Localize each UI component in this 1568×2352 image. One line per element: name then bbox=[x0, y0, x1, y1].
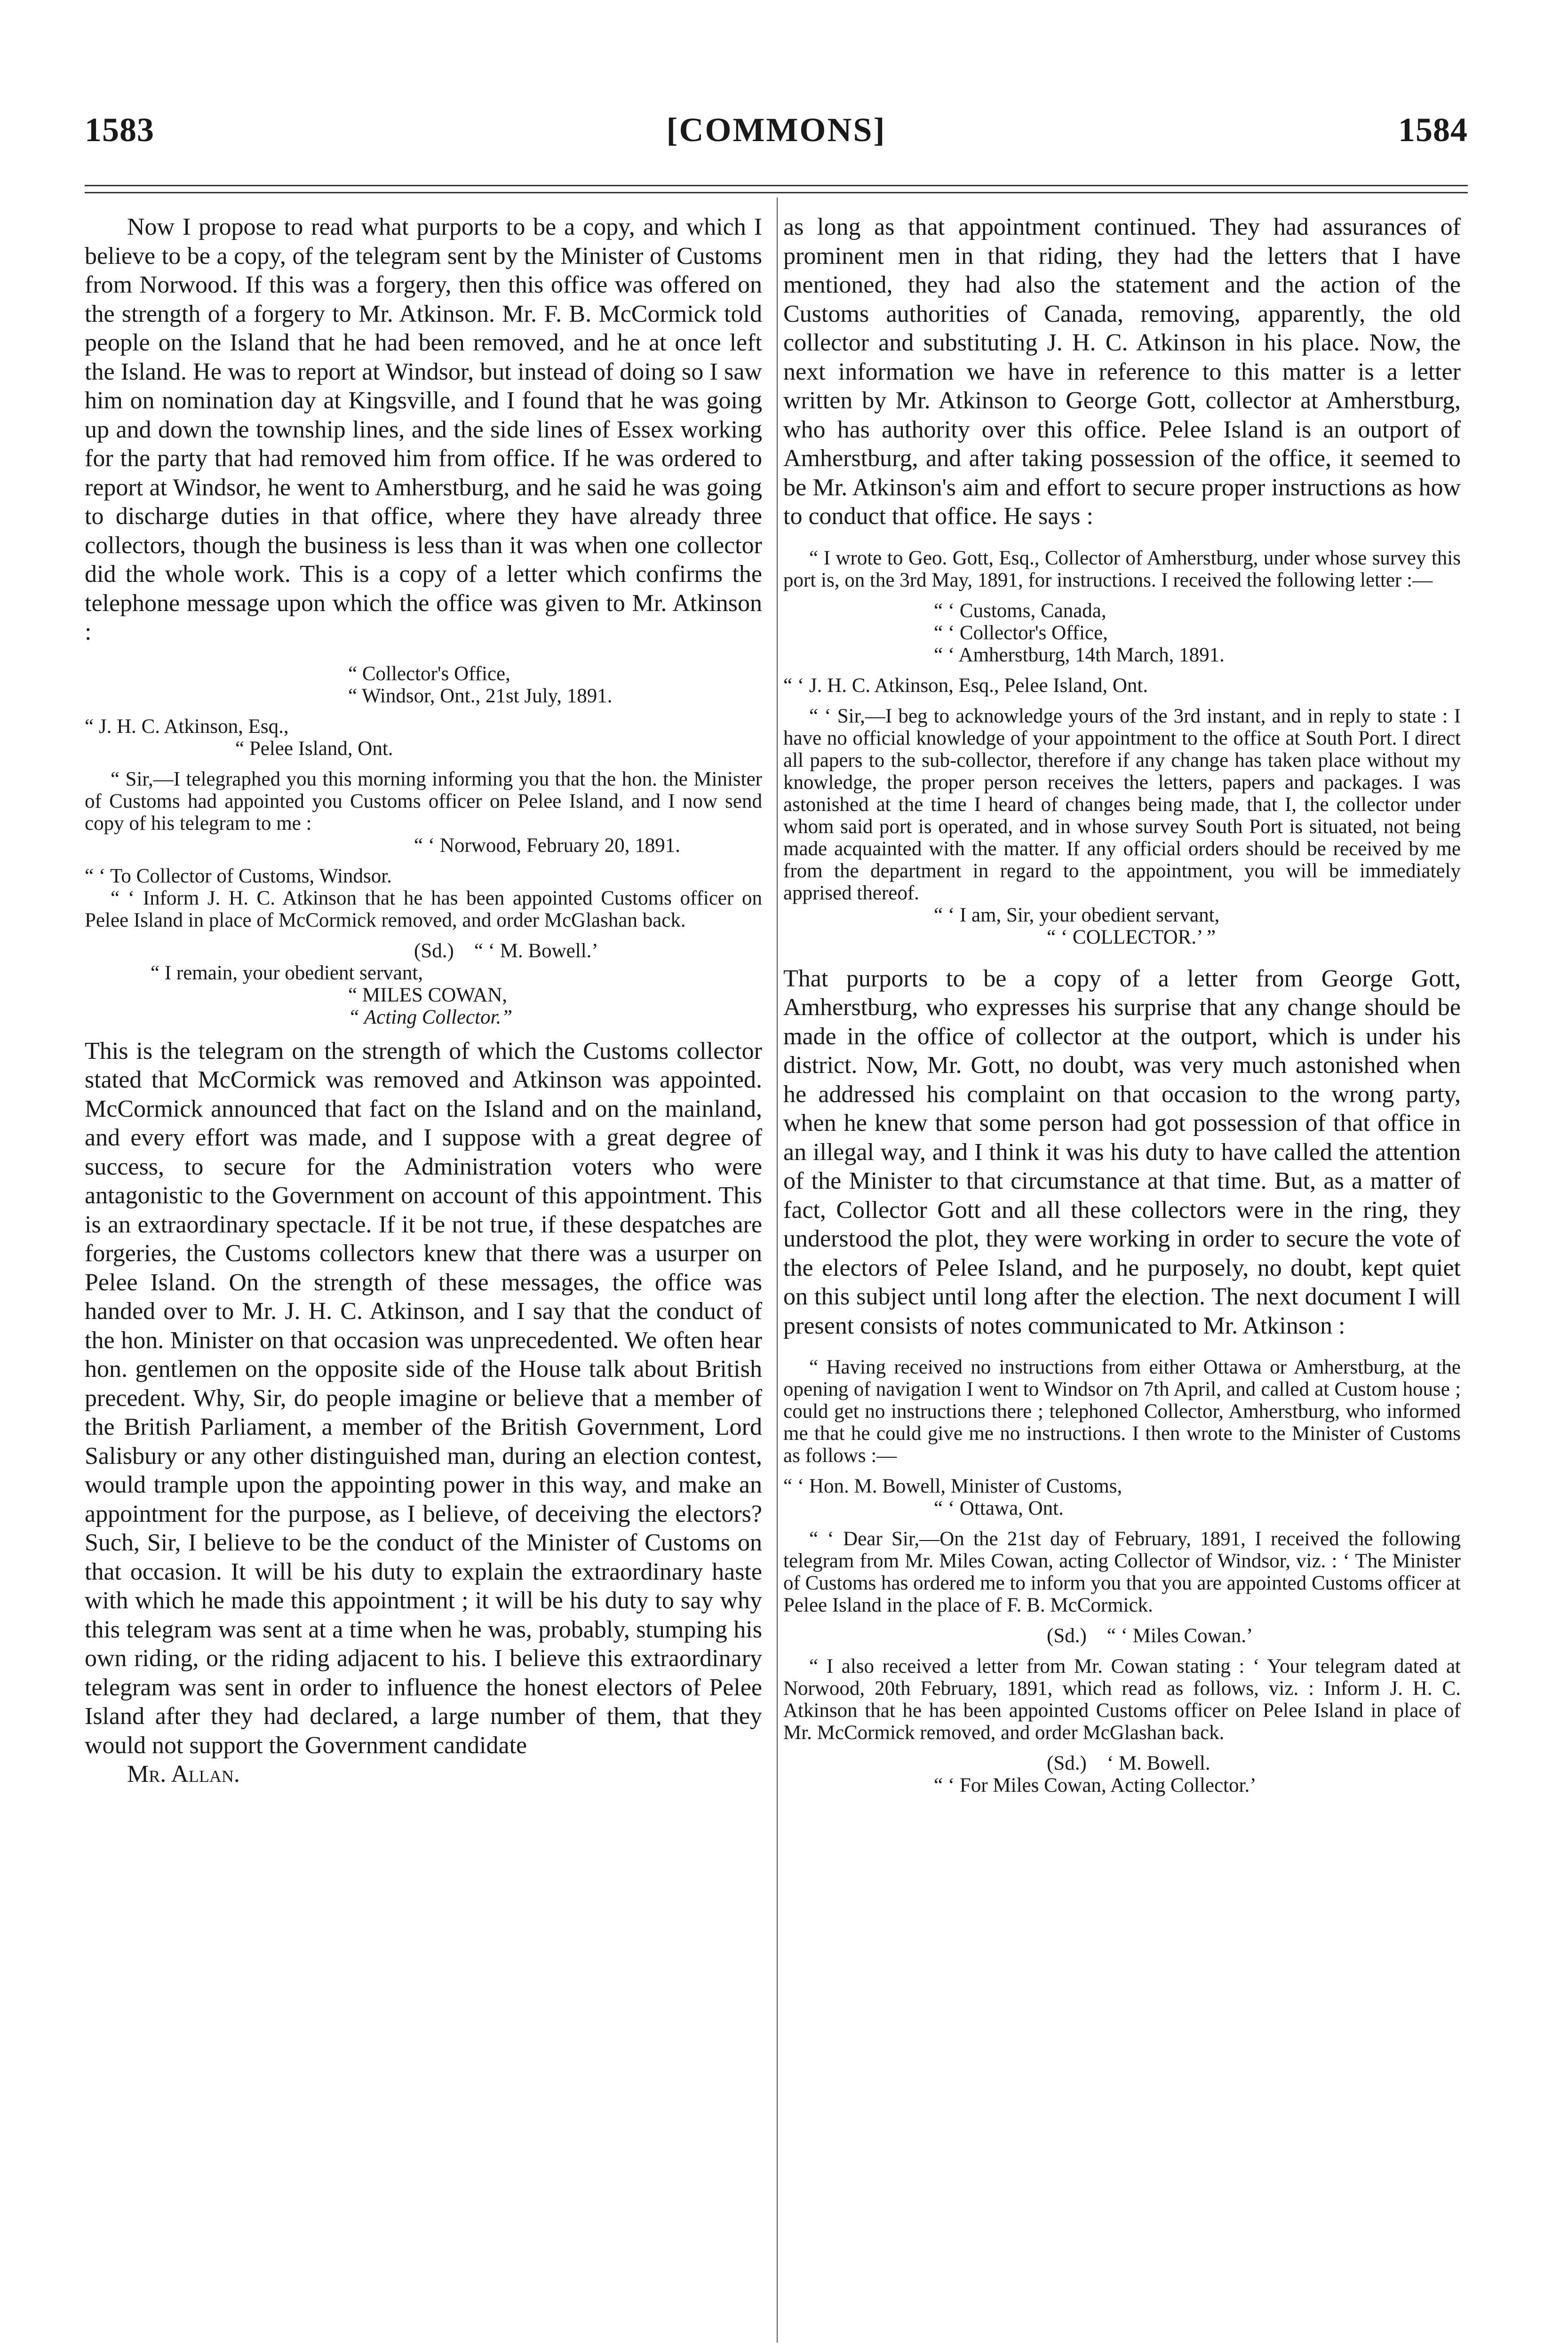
telegram-date: “ ‘ Norwood, February 20, 1891. bbox=[414, 834, 681, 857]
sd-name: ‘ M. Bowell. bbox=[1106, 1752, 1210, 1774]
letter-office: “ ‘ Customs, Canada, bbox=[934, 599, 1106, 622]
paragraph: as long as that appointment continued. They had assurances of prominent men in that riding, they had the letters that I have mentioned, they had also the statement and the action of the Customs authorities of Canada, removing, apparently, the old collector and substituting J. H. C. Atkinson in his place. Now, the next information we have in reference to this matter is a letter written by Mr. Atkinson to George Gott, collector at Amherstburg, who has authority over this office. Pelee Island is an outport of Amherstburg, and after taking possession of the office, it seemed to be Mr. Atkinson's aim and effort to secure proper instructions as how to conduct that office. He says : bbox=[783, 214, 1461, 530]
paragraph: Now I propose to read what purports to be a copy, and which I believe to be a copy, of the telegram sent by the Minister of Customs from Norwood. If this was a forgery, then this office was offered on the strength of a forgery to Mr. Atkinson. Mr. F. B. McCormick told people on the Island that he had been removed, and he at once left the Island. He was to report at Windsor, but instead of doing so I saw him on nomination day at Kingsville, and I found that he was going up and down the township lines, and the side lines of Essex working for the party that had removed him from office. If he was ordered to report at Windsor, he went to Amherstburg, and he said he was going to discharge duties in that office, where they have already three collectors, though the business is less than it was when one collector did the whole work. This is a copy of a letter which confirms the telephone message upon which the office was given to Mr. Atkinson : bbox=[85, 214, 762, 645]
letter-signature-title: “ ‘ For Miles Cowan, Acting Collector.’ bbox=[934, 1774, 1257, 1796]
paragraph: This is the telegram on the strength of which the Customs collector stated that McCormick was removed and Atkinson was appointed. McCormick announced that fact on the Island and on the mainland, and every effort was made, and I suppose with a great degree of success, to secure for the Administration voters who were antagonistic to the Government on account of this appointment. This is an extraordinary spectacle. If it be not true, if these despatches are forgeries, the Customs collectors knew that there was a usurper on Pelee Island. On the strength of these messages, the office was handed over to Mr. J. H. C. Atkinson, and I say that the conduct of the hon. Minister on that occasion was unprecedented. We often hear hon. gentlemen on the opposite side of the House talk about British precedent. Why, Sir, do people imagine or believe that a member of the British Parliament, a member of the British Government, Lord Salisbury or any other distinguished man, during an election contest, would trample upon the appointing power in this way, and make an appointment for the purpose, as I believe, of deceiving the electors? Such, Sir, I believe to be the conduct of the Minister of Customs on that occasion. It will be his duty to explain the extraordinary haste with which he made this appointment ; it will be his duty to say why this telegram was sent at a time when he was, probably, stumping his own riding, or the riding adjacent to his. I believe this extraordinary telegram was sent in order to influence the honest electors of Pelee Island after they had declared, a large number of them, that they would not support the Government candidate bbox=[85, 1037, 762, 1759]
letter-body: “ ‘ Sir,—I beg to acknowledge yours of the 3rd instant, and in reply to state : I have no official knowledge of your appointment to the office at South Port. I direct all papers to the sub-collector, therefore if any change has taken place without my knowledge, the proper person receives the letters, papers and packages. I was astonished at the time I heard of changes being made, that I, the collector under whom said port is operated, and in whose survey South Port is situated, not being made acquainted with the matter. If any official orders should be received by me from the department in regard to the appointment, you will be immediately apprised thereof. bbox=[783, 705, 1461, 904]
sd-mark: (Sd.) bbox=[414, 939, 454, 962]
letter-office: “ Collector's Office, bbox=[348, 662, 510, 685]
speaker-name: Mr. Allan. bbox=[127, 1761, 240, 1788]
telegram-signature bbox=[85, 940, 762, 962]
letter-addressee: “ ‘ Hon. M. Bowell, Minister of Customs, bbox=[783, 1475, 1122, 1497]
letter-addressee: “ ‘ J. H. C. Atkinson, Esq., Pelee Island, Ont. bbox=[783, 674, 1148, 697]
header-rule-bottom bbox=[85, 192, 1468, 193]
letter-body: “ Sir,—I telegraphed you this morning informing you that the hon. the Minister of Customs had appointed you Customs officer on Pelee Island, and I now send copy of his telegram to me : bbox=[85, 768, 762, 834]
quotation: “ I wrote to Geo. Gott, Esq., Collector of Amherstburg, under whose survey this port is, on the 3rd May, 1891, for instructions. I received the following letter :— bbox=[783, 547, 1461, 591]
paragraph: That purports to be a copy of a letter from George Gott, Amherstburg, who expresses his surprise that any change should be made in the office of collector at the outport, which is under his district. Now, Mr. Gott, no doubt, was very much astonished when he addressed his complaint on that occasion to the wrong party, when he knew that some person had got possession of that office in an illegal way, and I think it was his duty to have called the attention of the Minister to that circumstance at that time. But, as a matter of fact, Collector Gott and all these collectors were in the ring, they understood the plot, they were working in order to secure the vote of the electors of Pelee Island, and he purposely, no doubt, kept quiet on this subject until long after the election. The next document I will present consists of notes communicated to Mr. Atkinson : bbox=[783, 965, 1461, 1339]
letter-closing: “ I remain, your obedient servant, bbox=[151, 961, 423, 984]
header-rule-top bbox=[85, 185, 1468, 186]
running-head: [COMMONS] bbox=[666, 111, 886, 149]
right-column bbox=[783, 213, 1461, 2339]
letter-addressee-place: “ ‘ Ottawa, Ont. bbox=[934, 1497, 1064, 1519]
sd-mark: (Sd.) bbox=[1047, 1625, 1087, 1647]
page-number-right: 1584 bbox=[1398, 111, 1468, 149]
letter-addressee: “ J. H. C. Atkinson, Esq., bbox=[85, 715, 289, 738]
letter-signature bbox=[783, 1625, 1461, 1647]
letter-signature-title: “ Acting Collector.” bbox=[348, 1006, 513, 1028]
page-number-left: 1583 bbox=[85, 111, 154, 149]
letter-place: “ ‘ Amherstburg, 14th March, 1891. bbox=[934, 644, 1225, 666]
sd-name: “ ‘ Miles Cowan.’ bbox=[1106, 1625, 1253, 1647]
letter-signature bbox=[783, 1752, 1461, 1774]
letter-body: “ I also received a letter from Mr. Cowan stating : ‘ Your telegram dated at Norwood, 20th February, 1891, which read as follows, viz. : Inform J. H. C. Atkinson that he has been appointed Customs officer on Pelee Island in place of Mr. McCormick removed, and order McGlashan back. bbox=[783, 1655, 1461, 1744]
left-column bbox=[85, 213, 762, 2339]
letter-closing: “ ‘ I am, Sir, your obedient servant, bbox=[934, 904, 1220, 926]
telegram-body: “ ‘ Inform J. H. C. Atkinson that he has been appointed Customs officer on Pelee Island in place of McCormick removed, and order McGlashan back. bbox=[85, 887, 762, 931]
sd-mark: (Sd.) bbox=[1047, 1752, 1087, 1774]
letter-body: “ ‘ Dear Sir,—On the 21st day of February, 1891, I received the following telegram from Mr. Miles Cowan, acting Collector of Windsor, viz. : ‘ The Minister of Customs has ordered me to inform you that you are appointed Customs officer at Pelee Island in the place of F. B. McCormick. bbox=[783, 1528, 1461, 1616]
letter-signature: “ ‘ COLLECTOR.’ ” bbox=[1047, 926, 1216, 948]
quotation: “ Having received no instructions from either Ottawa or Amherstburg, at the opening of navigation I went to Windsor on 7th April, and called at Custom house ; could get no instructions there ; telephoned Collector, Amherstburg, who informed me that he could give me no instructions. I then wrote to the Minister of Customs as follows :— bbox=[783, 1356, 1461, 1467]
letter-addressee-place: “ Pelee Island, Ont. bbox=[235, 737, 393, 760]
column-divider bbox=[777, 198, 778, 2343]
letter-office: “ ‘ Collector's Office, bbox=[934, 621, 1108, 644]
page-header bbox=[85, 111, 1468, 167]
letter-place: “ Windsor, Ont., 21st July, 1891. bbox=[348, 684, 613, 707]
telegram-addressee: “ ‘ To Collector of Customs, Windsor. bbox=[85, 865, 392, 887]
letter-signature: “ MILES COWAN, bbox=[348, 984, 507, 1006]
sd-name: “ ‘ M. Bowell.’ bbox=[474, 939, 598, 962]
